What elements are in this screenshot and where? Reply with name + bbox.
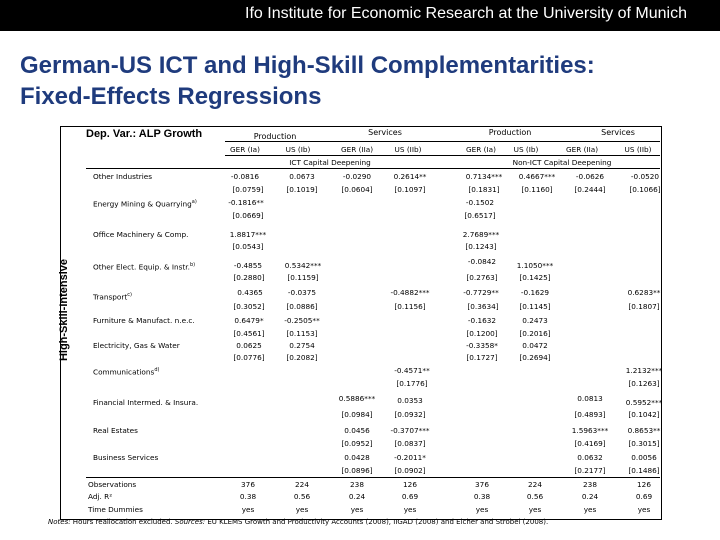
obs-us-ib-right: 224 bbox=[528, 480, 542, 489]
coef-transport-ger-ia-right: -0.7729** bbox=[463, 288, 499, 297]
column-header-ger-iia: GER (IIa) bbox=[340, 145, 374, 154]
comm-footnote-mark: d) bbox=[154, 367, 160, 373]
elect-footnote-mark: b) bbox=[189, 262, 196, 268]
coef-other-us-ib: 0.0673 bbox=[289, 172, 315, 181]
header-rule-top bbox=[225, 141, 660, 142]
coef-elect-ger-ia: -0.4855 bbox=[233, 261, 263, 270]
se-transport-us-ib: [0.0886] bbox=[286, 302, 318, 311]
se-finance-us-iib: [0.0932] bbox=[394, 410, 426, 419]
se-business-ger-iia-right: [0.2177] bbox=[574, 466, 606, 475]
se-comm-us-iib: [0.1776] bbox=[396, 379, 428, 388]
row-label-other-industries: Other Industries bbox=[93, 172, 153, 181]
obs-us-iib-right: 126 bbox=[637, 480, 651, 489]
se-elect-ger-ia-right: [0.2763] bbox=[466, 273, 498, 282]
se-business-us-iib: [0.0902] bbox=[394, 466, 426, 475]
obs-us-ib: 224 bbox=[295, 480, 309, 489]
se-electricity-ger-ia: [0.0776] bbox=[233, 353, 265, 362]
dependent-variable-label: Dep. Var.: ALP Growth bbox=[86, 128, 203, 140]
coef-furniture-ger-ia-right: -0.1632 bbox=[467, 316, 497, 325]
se-electricity-ger-ia-right: [0.1727] bbox=[466, 353, 498, 362]
row-label-office-machinery: Office Machinery & Comp. bbox=[93, 230, 189, 239]
se-energy-ger-ia: [0.0669] bbox=[232, 211, 264, 220]
coef-business-us-iib-right: 0.0056 bbox=[631, 453, 657, 462]
group-header-services-right: Services bbox=[601, 128, 635, 137]
coef-transport-us-iib-right: 0.6283** bbox=[627, 288, 661, 297]
coef-transport-us-iib: -0.4882*** bbox=[390, 288, 430, 297]
coef-furniture-ger-ia: 0.6479* bbox=[234, 316, 264, 325]
obs-us-iib: 126 bbox=[403, 480, 417, 489]
se-furniture-ger-ia-right: [0.1200] bbox=[466, 329, 498, 338]
coef-finance-ger-iia: 0.5886*** bbox=[338, 394, 376, 403]
se-furniture-us-ib-right: [0.2016] bbox=[519, 329, 551, 338]
coef-elect-us-ib-right: 1.1050*** bbox=[516, 261, 554, 270]
se-other-ger-iia: [0.0604] bbox=[341, 185, 373, 194]
se-business-ger-iia: [0.0896] bbox=[341, 466, 373, 475]
coef-other-ger-ia: -0.0816 bbox=[230, 172, 260, 181]
se-other-ger-iia-right: [0.2444] bbox=[574, 185, 606, 194]
se-transport-ger-ia: [0.3052] bbox=[233, 302, 265, 311]
se-other-us-iib-right: [0.1066] bbox=[629, 185, 661, 194]
adjr-ger-ia-right: 0.38 bbox=[473, 492, 491, 501]
coef-finance-ger-iia-right: 0.0813 bbox=[577, 394, 603, 403]
column-header-us-iib: US (IIb) bbox=[394, 145, 422, 154]
coef-comm-us-iib-right: 1.2132*** bbox=[625, 366, 663, 375]
se-transport-us-iib: [0.1156] bbox=[394, 302, 426, 311]
energy-label-text: Energy Mining & Quarrying bbox=[93, 199, 192, 209]
se-office-ger-ia: [0.0543] bbox=[232, 242, 264, 251]
obs-ger-ia-right: 376 bbox=[475, 480, 489, 489]
time-us-iib: yes bbox=[403, 505, 417, 514]
coef-real-us-iib-right: 0.8653** bbox=[627, 426, 661, 435]
coef-office-ger-ia: 1.8817*** bbox=[229, 230, 267, 239]
title-line-2: Fixed-Effects Regressions bbox=[20, 83, 322, 110]
adjr-us-iib-right: 0.69 bbox=[635, 492, 653, 501]
se-elect-us-ib-right: [0.1425] bbox=[519, 273, 551, 282]
coef-transport-us-ib: -0.0375 bbox=[287, 288, 317, 297]
coef-elect-ger-ia-right: -0.0842 bbox=[467, 257, 497, 266]
obs-ger-iia: 238 bbox=[350, 480, 364, 489]
coef-furniture-us-ib: -0.2505** bbox=[284, 316, 320, 325]
se-finance-ger-iia-right: [0.4893] bbox=[574, 410, 606, 419]
adjr-us-iib: 0.69 bbox=[401, 492, 419, 501]
coef-business-ger-iia-right: 0.0632 bbox=[577, 453, 603, 462]
coef-transport-us-ib-right: -0.1629 bbox=[520, 288, 550, 297]
se-electricity-us-ib: [0.2082] bbox=[286, 353, 318, 362]
time-ger-ia-right: yes bbox=[475, 505, 489, 514]
row-label-energy bbox=[93, 198, 197, 208]
row-label-time-dummies: Time Dummies bbox=[88, 505, 143, 514]
column-header-us-ib-right: US (Ib) bbox=[513, 145, 539, 154]
se-transport-us-iib-right: [0.1807] bbox=[628, 302, 660, 311]
adjr-ger-iia: 0.24 bbox=[348, 492, 366, 501]
coef-other-us-ib-right: 0.4667*** bbox=[518, 172, 556, 181]
adjr-ger-ia: 0.38 bbox=[239, 492, 257, 501]
adjr-ger-iia-right: 0.24 bbox=[581, 492, 599, 501]
coef-business-us-iib: -0.2011* bbox=[394, 453, 426, 462]
row-label-furniture: Furniture & Manufact. n.e.c. bbox=[93, 316, 195, 325]
row-label-communications bbox=[93, 366, 159, 376]
coef-real-ger-iia: 0.0456 bbox=[344, 426, 370, 435]
coef-furniture-us-ib-right: 0.2473 bbox=[522, 316, 548, 325]
stats-rule bbox=[86, 477, 660, 478]
coef-office-ger-ia-right: 2.7689*** bbox=[462, 230, 500, 239]
se-transport-us-ib-right: [0.1145] bbox=[519, 302, 551, 311]
se-office-ger-ia-right: [0.1243] bbox=[465, 242, 497, 251]
coef-real-ger-iia-right: 1.5963*** bbox=[571, 426, 609, 435]
obs-ger-iia-right: 238 bbox=[583, 480, 597, 489]
notes-text: Hours reallocation excluded. bbox=[70, 518, 175, 526]
group-header-services-left: Services bbox=[368, 128, 402, 137]
coef-other-ger-iia: -0.0290 bbox=[342, 172, 372, 181]
coef-electricity-ger-ia-right: -0.3358* bbox=[466, 341, 498, 350]
se-other-us-iib: [0.1097] bbox=[394, 185, 426, 194]
coef-electricity-us-ib-right: 0.0472 bbox=[522, 341, 548, 350]
time-ger-iia: yes bbox=[350, 505, 364, 514]
se-energy-ger-ia-right: [0.6517] bbox=[464, 211, 496, 220]
coef-comm-us-iib: -0.4571** bbox=[394, 366, 430, 375]
column-header-ger-iia-right: GER (IIa) bbox=[565, 145, 599, 154]
group-header-production-left: Production bbox=[253, 132, 297, 141]
time-ger-iia-right: yes bbox=[583, 505, 597, 514]
se-other-ger-ia-right: [0.1831] bbox=[468, 185, 500, 194]
coef-other-ger-ia-right: 0.7134*** bbox=[465, 172, 503, 181]
coef-other-us-iib: 0.2614** bbox=[393, 172, 427, 181]
sources-text: EU KLEMS Growth and Productivity Accounts (2008), IIGAD (2008) and Eicher and Strobel (2008). bbox=[205, 518, 549, 526]
se-other-us-ib: [0.1019] bbox=[286, 185, 318, 194]
se-real-ger-iia: [0.0952] bbox=[341, 439, 373, 448]
table-notes bbox=[48, 518, 548, 526]
coef-energy-ger-ia-right: -0.1502 bbox=[465, 198, 495, 207]
column-header-us-iib-right: US (IIb) bbox=[624, 145, 652, 154]
header-bar bbox=[0, 0, 720, 31]
group-header-production-right: Production bbox=[488, 128, 532, 137]
adjr-us-ib-right: 0.56 bbox=[526, 492, 544, 501]
coef-other-us-iib-right: -0.0520 bbox=[630, 172, 660, 181]
column-header-ger-ia: GER (Ia) bbox=[230, 145, 260, 154]
coef-electricity-ger-ia: 0.0625 bbox=[236, 341, 262, 350]
se-transport-ger-ia-right: [0.3634] bbox=[467, 302, 499, 311]
adjr-us-ib: 0.56 bbox=[293, 492, 311, 501]
non-ict-capital-header: Non-ICT Capital Deepening bbox=[512, 158, 612, 167]
header-rule-middle bbox=[225, 155, 660, 156]
se-other-us-ib-right: [0.1160] bbox=[521, 185, 553, 194]
coef-finance-us-iib-right: 0.5952*** bbox=[625, 398, 663, 407]
coef-finance-us-iib: 0.0353 bbox=[397, 396, 423, 405]
time-ger-ia: yes bbox=[241, 505, 255, 514]
row-label-electricity: Electricity, Gas & Water bbox=[93, 341, 180, 350]
high-skill-side-label bbox=[57, 250, 71, 370]
column-header-ger-ia-right: GER (Ia) bbox=[466, 145, 496, 154]
sources-label: Sources: bbox=[174, 518, 206, 526]
coef-business-ger-iia: 0.0428 bbox=[344, 453, 370, 462]
title-line-1: German-US ICT and High-Skill Complementarities: bbox=[20, 52, 595, 79]
time-us-ib: yes bbox=[295, 505, 309, 514]
header-rule-bottom bbox=[86, 168, 660, 169]
se-furniture-ger-ia: [0.4561] bbox=[233, 329, 265, 338]
se-furniture-us-ib: [0.1153] bbox=[286, 329, 318, 338]
se-elect-us-ib: [0.1159] bbox=[287, 273, 319, 282]
comm-label-text: Communications bbox=[93, 367, 155, 377]
coef-energy-ger-ia: -0.1816** bbox=[228, 198, 264, 207]
se-real-us-iib-right: [0.3015] bbox=[628, 439, 660, 448]
slide-title bbox=[20, 50, 710, 112]
row-label-financial: Financial Intermed. & Insura. bbox=[93, 398, 199, 407]
side-label-text: High-Skill-Intensive bbox=[58, 258, 70, 362]
transport-label-text: Transport bbox=[93, 292, 128, 302]
coef-elect-us-ib: 0.5342*** bbox=[284, 261, 322, 270]
se-business-us-iib-right: [0.1486] bbox=[628, 466, 660, 475]
se-real-us-iib: [0.0837] bbox=[394, 439, 426, 448]
coef-electricity-us-ib: 0.2754 bbox=[289, 341, 315, 350]
se-elect-ger-ia: [0.2880] bbox=[233, 273, 265, 282]
ict-capital-header: ICT Capital Deepening bbox=[289, 158, 371, 167]
row-label-real-estates: Real Estates bbox=[93, 426, 138, 435]
coef-transport-ger-ia: 0.4365 bbox=[237, 288, 263, 297]
time-us-ib-right: yes bbox=[528, 505, 542, 514]
energy-footnote-mark: a) bbox=[191, 199, 197, 205]
coef-other-ger-iia-right: -0.0626 bbox=[575, 172, 605, 181]
row-label-elect-equip bbox=[93, 261, 195, 271]
elect-label-text: Other Elect. Equip. & Instr. bbox=[93, 262, 190, 272]
se-finance-ger-iia: [0.0984] bbox=[341, 410, 373, 419]
row-label-adj-r2: Adj. R² bbox=[88, 492, 113, 501]
coef-real-us-iib: -0.3707*** bbox=[390, 426, 430, 435]
column-header-us-ib: US (Ib) bbox=[285, 145, 311, 154]
row-label-observations: Observations bbox=[88, 480, 137, 489]
institute-name: Ifo Institute for Economic Research at the University of Munich bbox=[245, 5, 687, 22]
se-real-ger-iia-right: [0.4169] bbox=[574, 439, 606, 448]
notes-label: Notes: bbox=[48, 518, 71, 526]
time-us-iib-right: yes bbox=[637, 505, 651, 514]
obs-ger-ia: 376 bbox=[241, 480, 255, 489]
row-label-business-services: Business Services bbox=[93, 453, 159, 462]
se-electricity-us-ib-right: [0.2694] bbox=[519, 353, 551, 362]
transport-footnote-mark: c) bbox=[127, 292, 132, 298]
se-comm-us-iib-right: [0.1263] bbox=[628, 379, 660, 388]
se-finance-us-iib-right: [0.1042] bbox=[628, 410, 660, 419]
se-other-ger-ia: [0.0759] bbox=[232, 185, 264, 194]
row-label-transport bbox=[93, 291, 132, 301]
